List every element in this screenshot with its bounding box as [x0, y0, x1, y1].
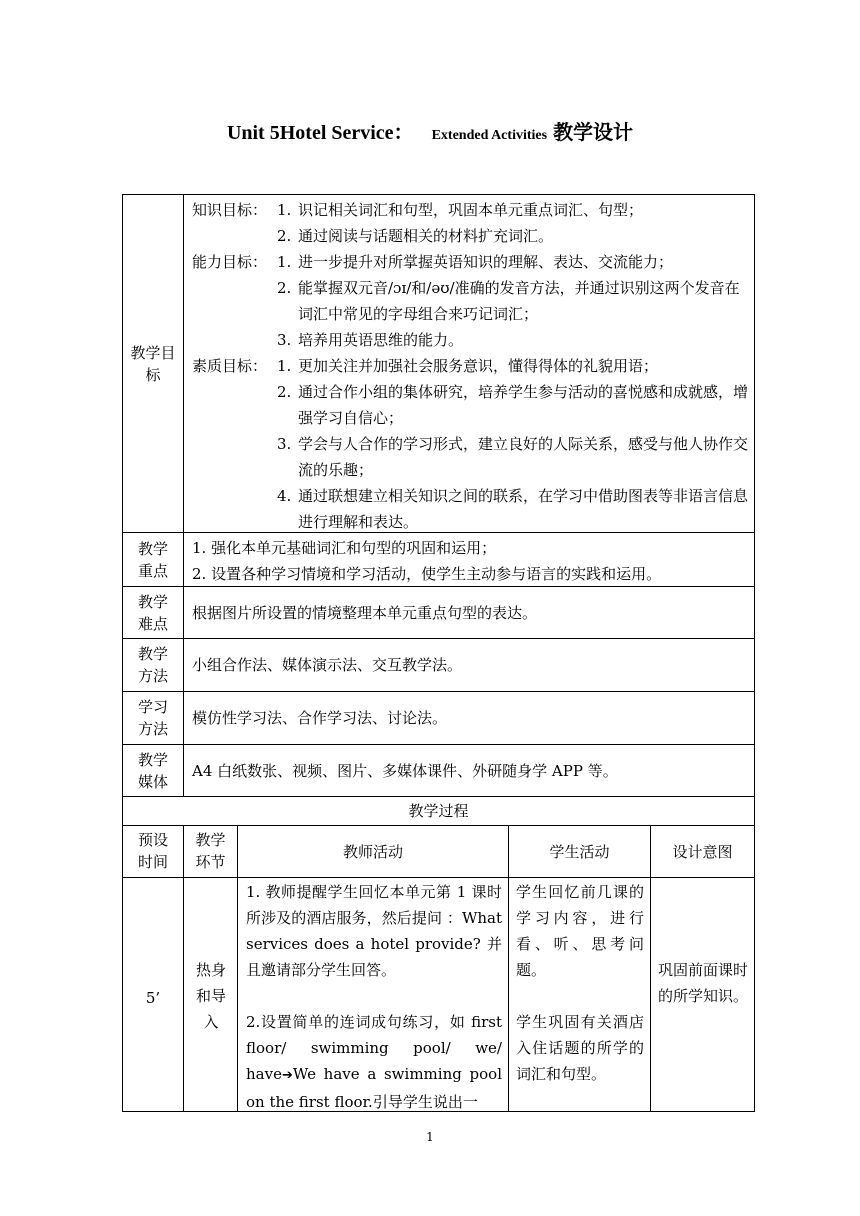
header-stage: 教学环节 [195, 831, 226, 871]
title-unit: Unit 5Hotel Service： [226, 122, 414, 144]
objective-text: 培养用英语思维的能力。 [298, 331, 464, 349]
title-sub: Extended Activities [431, 128, 548, 143]
teacher-step-2 [246, 1009, 502, 1111]
learning-label: 学习方法 [137, 698, 168, 738]
objective-number: 4. [277, 487, 292, 505]
keypoint-item-1: 1. 强化本单元基础词汇和句型的巩固和运用； [192, 539, 497, 557]
arrow-icon: ➔ [281, 1068, 293, 1083]
student-step-1: 学生回忆前几课的学习内容，进行看、听、思考问题。 [516, 883, 644, 979]
header-teacher: 教师活动 [342, 843, 403, 861]
header-time: 预设时间 [137, 831, 168, 871]
objective-number: 3. [277, 331, 292, 349]
methods-text: 小组合作法、媒体演示法、交互教学法。 [192, 656, 463, 674]
row1-stage: 热身和导入 [195, 961, 226, 1031]
objective-item [192, 223, 754, 249]
objective-item [192, 197, 754, 223]
difficulties-text: 根据图片所设置的情境整理本单元重点句型的表达。 [192, 604, 538, 622]
keypoint-item-2: 2. 设置各种学习情境和学习活动，使学生主动参与语言的实践和运用。 [192, 565, 662, 583]
objective-text: 识记相关词汇和句型，巩固本单元重点词汇、句型； [298, 201, 644, 219]
objective-number: 3. [277, 435, 292, 453]
objective-category: 能力目标： [192, 253, 268, 271]
objective-text: 通过联想建立相关知识之间的联系，在学习中借助图表等非语言信息进行理解和表达。 [298, 487, 749, 531]
objective-number: 2. [277, 279, 292, 297]
objective-text: 通过合作小组的集体研究，培养学生参与活动的喜悦感和成就感，增强学习自信心； [298, 383, 749, 427]
objective-category: 素质目标： [192, 357, 268, 375]
page-number: 1 [426, 1130, 434, 1144]
row1-student-activity [516, 879, 644, 1111]
teacher-step-1: 1. 教师提醒学生回忆本单元第 1 课时所涉及的酒店服务，然后提问 ：What services does a hotel provide? 并且邀请部分学生回答。 [246, 883, 502, 979]
objective-item [192, 327, 754, 353]
objective-text: 更加关注并加强社会服务意识，懂得得体的礼貌用语； [298, 357, 659, 375]
row1-time: 5’ [145, 989, 161, 1007]
row1-design-intent: 巩固前面课时的所学知识。 [658, 961, 749, 1005]
media-label: 教学媒体 [137, 751, 168, 791]
objective-number: 1. [277, 357, 292, 375]
student-step-2: 学生巩固有关酒店入住话题的所学的词汇和句型。 [516, 1013, 644, 1083]
objective-number: 1. [277, 253, 292, 271]
objective-text: 能掌握双元音/ɔɪ/和/əʊ/准确的发音方法，并通过识别这两个发音在词汇中常见的字母组合来巧记词汇； [298, 279, 740, 323]
process-title: 教学过程 [408, 802, 469, 820]
objective-number: 1. [277, 201, 292, 219]
objective-number: 2. [277, 227, 292, 245]
difficulties-label: 教学难点 [137, 593, 168, 633]
teacher-step-2-part1: 2.设置简单的连词成句练习，如 first floor/ swimming pool/ we/ have [246, 1013, 502, 1083]
objective-item [192, 353, 754, 379]
objective-text: 进一步提升对所掌握英语知识的理解、表达、交流能力； [298, 253, 674, 271]
objective-category: 知识目标： [192, 201, 268, 219]
teacher-step-2-part2: We have a swimming pool on the first floor.引导学生说出一 [246, 1065, 502, 1111]
header-student: 学生活动 [549, 843, 610, 861]
row1-teacher-activity [246, 879, 502, 1111]
objective-item [192, 483, 754, 535]
document-title [0, 116, 860, 145]
objective-item [192, 275, 754, 327]
objective-text: 学会与人合作的学习形式，建立良好的人际关系，感受与他人协作交流的乐趣； [298, 435, 749, 479]
objectives-label: 教学目标 [130, 344, 176, 384]
objective-item [192, 431, 754, 483]
objective-number: 2. [277, 383, 292, 401]
objective-text: 通过阅读与话题相关的材料扩充词汇。 [298, 227, 554, 245]
learning-text: 模仿性学习法、合作学习法、讨论法。 [192, 709, 448, 727]
header-intent: 设计意图 [672, 843, 733, 861]
media-text: A4 白纸数张、视频、图片、多媒体课件、外研随身学 APP 等。 [192, 762, 618, 780]
objective-item [192, 379, 754, 431]
objectives-list [192, 197, 754, 535]
title-cn: 教学设计 [553, 120, 634, 144]
methods-label: 教学方法 [137, 645, 168, 685]
keypoints-label: 教学重点 [137, 540, 168, 580]
objective-item [192, 249, 754, 275]
